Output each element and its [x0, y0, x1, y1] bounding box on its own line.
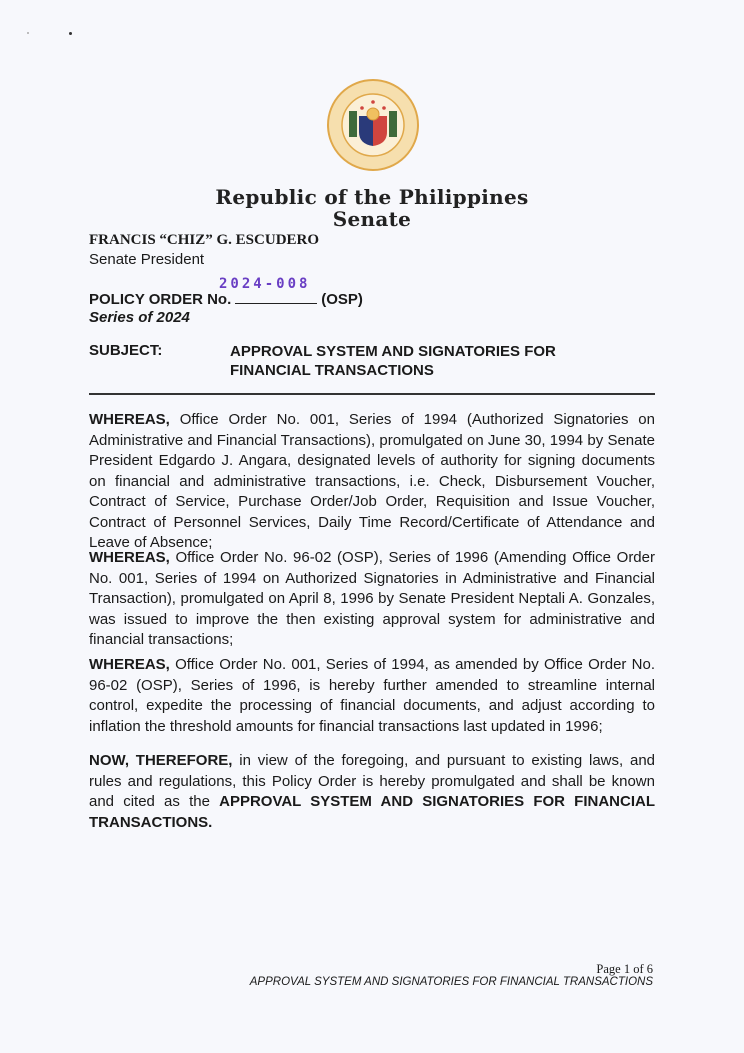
policy-order-suffix: (OSP) — [321, 291, 363, 308]
paragraph-lead: NOW, THEREFORE, — [89, 752, 233, 769]
divider-line — [89, 393, 655, 395]
letterhead-republic: Republic of the Philippines — [215, 185, 529, 209]
scan-speck — [69, 32, 72, 35]
order-number-stamp: 2024-008 — [219, 276, 311, 292]
subject-label: SUBJECT: — [89, 342, 163, 359]
footer-title: APPROVAL SYSTEM AND SIGNATORIES FOR FINANCIAL TRANSACTIONS — [249, 976, 653, 988]
now-therefore-paragraph — [89, 751, 655, 833]
page-number: Page 1 of 6 — [596, 962, 653, 976]
paragraph-lead: WHEREAS, — [89, 549, 170, 566]
paragraph-text: Office Order No. 001, Series of 1994 (Authorized Signatories on Administrative and Financial Transactions), promulgated on June 30, 1994 by Senate President Edgardo J. Angara, designated levels of authority for signing documents on financial and administrative transactions, i.e. Check, Disbursement Voucher, Contract of Service, Purchase Order/Job Order, Requisition and Issue Voucher, Contract of Personnel Services, Daily Time Record/Certificate of Attendance and Leave of Absence; — [89, 411, 655, 551]
paragraph-text: in view of the foregoing, and pursuant to existing laws, and rules and regulations, this Policy Order is hereby promulgated and shall be known and cited as the — [89, 752, 656, 810]
paragraph-tail: APPROVAL SYSTEM AND SIGNATORIES FOR FINANCIAL TRANSACTIONS. — [89, 793, 656, 831]
sender-title: Senate President — [89, 251, 205, 268]
whereas-paragraph-1 — [89, 410, 655, 554]
order-series: Series of 2024 — [89, 309, 190, 326]
scan-speck — [27, 32, 29, 34]
policy-order-line — [89, 290, 363, 308]
letterhead-senate: Senate — [332, 207, 412, 231]
sender-name: FRANCIS “CHIZ” G. ESCUDERO — [89, 232, 320, 248]
policy-order-label: POLICY ORDER No. — [89, 291, 232, 308]
whereas-paragraph-2 — [89, 548, 655, 651]
subject-text: APPROVAL SYSTEM AND SIGNATORIES FOR FINANCIAL TRANSACTIONS — [230, 343, 556, 379]
whereas-paragraph-3 — [89, 655, 655, 737]
paragraph-lead: WHEREAS, — [89, 411, 170, 428]
senate-seal-logo — [326, 78, 420, 172]
paragraph-text: Office Order No. 96-02 (OSP), Series of 1996 (Amending Office Order No. 001, Series of 1994 on Authorized Signatories in Administrative and Financial Transaction), promulgated on April 8, 1996 by Senate President Neptali A. Gonzales, was issued to improve the then existing approval system for administrative and financial transactions; — [89, 549, 655, 648]
paragraph-text: Office Order No. 001, Series of 1994, as amended by Office Order No. 96-02 (OSP), Series of 1996, is hereby further amended to streamline internal control, expedite the processing of financial documents, and adjust according to inflation the threshold amounts for financial transactions last updated in 1996; — [89, 656, 655, 735]
order-number-blank — [235, 290, 317, 304]
paragraph-lead: WHEREAS, — [89, 656, 170, 673]
